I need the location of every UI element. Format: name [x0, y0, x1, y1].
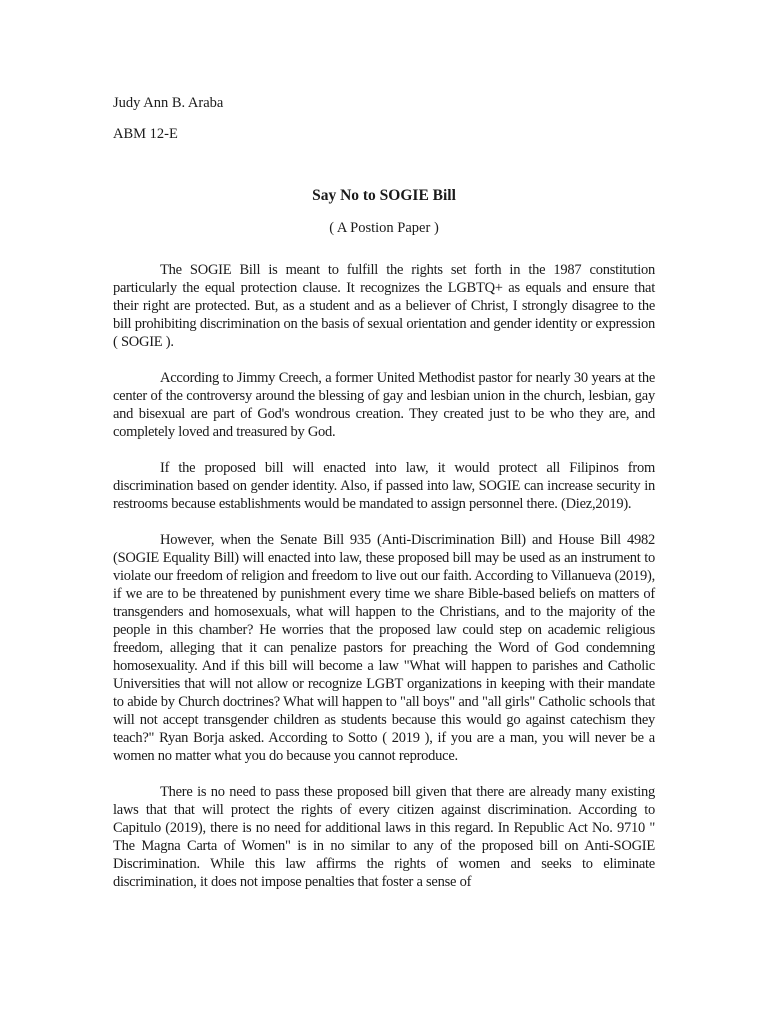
paragraph-1: The SOGIE Bill is meant to fulfill the rights set forth in the 1987 constitution particularly the equal protection clause. It recognizes the LGBTQ+ as equals and ensure that their right are protected. But, as a student and as a believer of Christ, I strongly disagree to the bill prohibiting discrimination on the basis of sexual orientation and gender identity or expression ( SOGIE ).	[113, 262, 655, 350]
paper-body	[113, 261, 655, 909]
paper-title: Say No to SOGIE Bill	[312, 187, 456, 204]
class-section: ABM 12-E	[113, 126, 178, 142]
author-name: Judy Ann B. Araba	[113, 95, 224, 111]
paragraph-2: According to Jimmy Creech, a former United Methodist pastor for nearly 30 years at the center of the controversy around the blessing of gay and lesbian union in the church, lesbian, gay and bisexual are part of God's wondrous creation. They created just to be who they are, and completely loved and treasured by God.	[113, 370, 655, 440]
paper-subtitle: ( A Postion Paper )	[329, 220, 439, 236]
paragraph-4: However, when the Senate Bill 935 (Anti-Discrimination Bill) and House Bill 4982 (SOGIE Equality Bill) will enacted into law, these proposed bill may be used as an instrument to violate our freedom of religion and freedom to live out our faith. According to Villanueva (2019), if we are to be threatened by punishment every time we share Bible-based beliefs on matters of transgenders and homosexuals, what will happen to the Christians, and to the majority of the people in this chamber? He worries that the proposed law could step on academic religious freedom, alleging that it can penalize pastors for preaching the Word of God condemning homosexuality. And if this bill will become a law "What will happen to parishes and Catholic Universities that will not allow or recognize LGBT organizations in keeping with their mandate to abide by Church doctrines? What will happen to "all boys" and "all girls" Catholic schools that will not accept transgender children as students because this would go against catechism they teach?" Ryan Borja asked. According to Sotto ( 2019 ), if you are a man, you will never be a women no matter what you do because you cannot reproduce.	[113, 532, 655, 764]
paragraph-5: There is no need to pass these proposed bill given that there are already many existing laws that that will protect the rights of every citizen against discrimination. According to Capitulo (2019), there is no need for additional laws in this regard. In Republic Act No. 9710 " The Magna Carta of Women" is in no similar to any of the proposed bill on Anti-SOGIE Discrimination. While this law affirms the rights of women and seeks to eliminate discrimination, it does not impose penalties that foster a sense of	[113, 784, 655, 890]
paragraph-3: If the proposed bill will enacted into law, it would protect all Filipinos from discrimination based on gender identity. Also, if passed into law, SOGIE can increase security in restrooms because establishments would be mandated to assign personnel there. (Diez,2019).	[113, 460, 655, 512]
